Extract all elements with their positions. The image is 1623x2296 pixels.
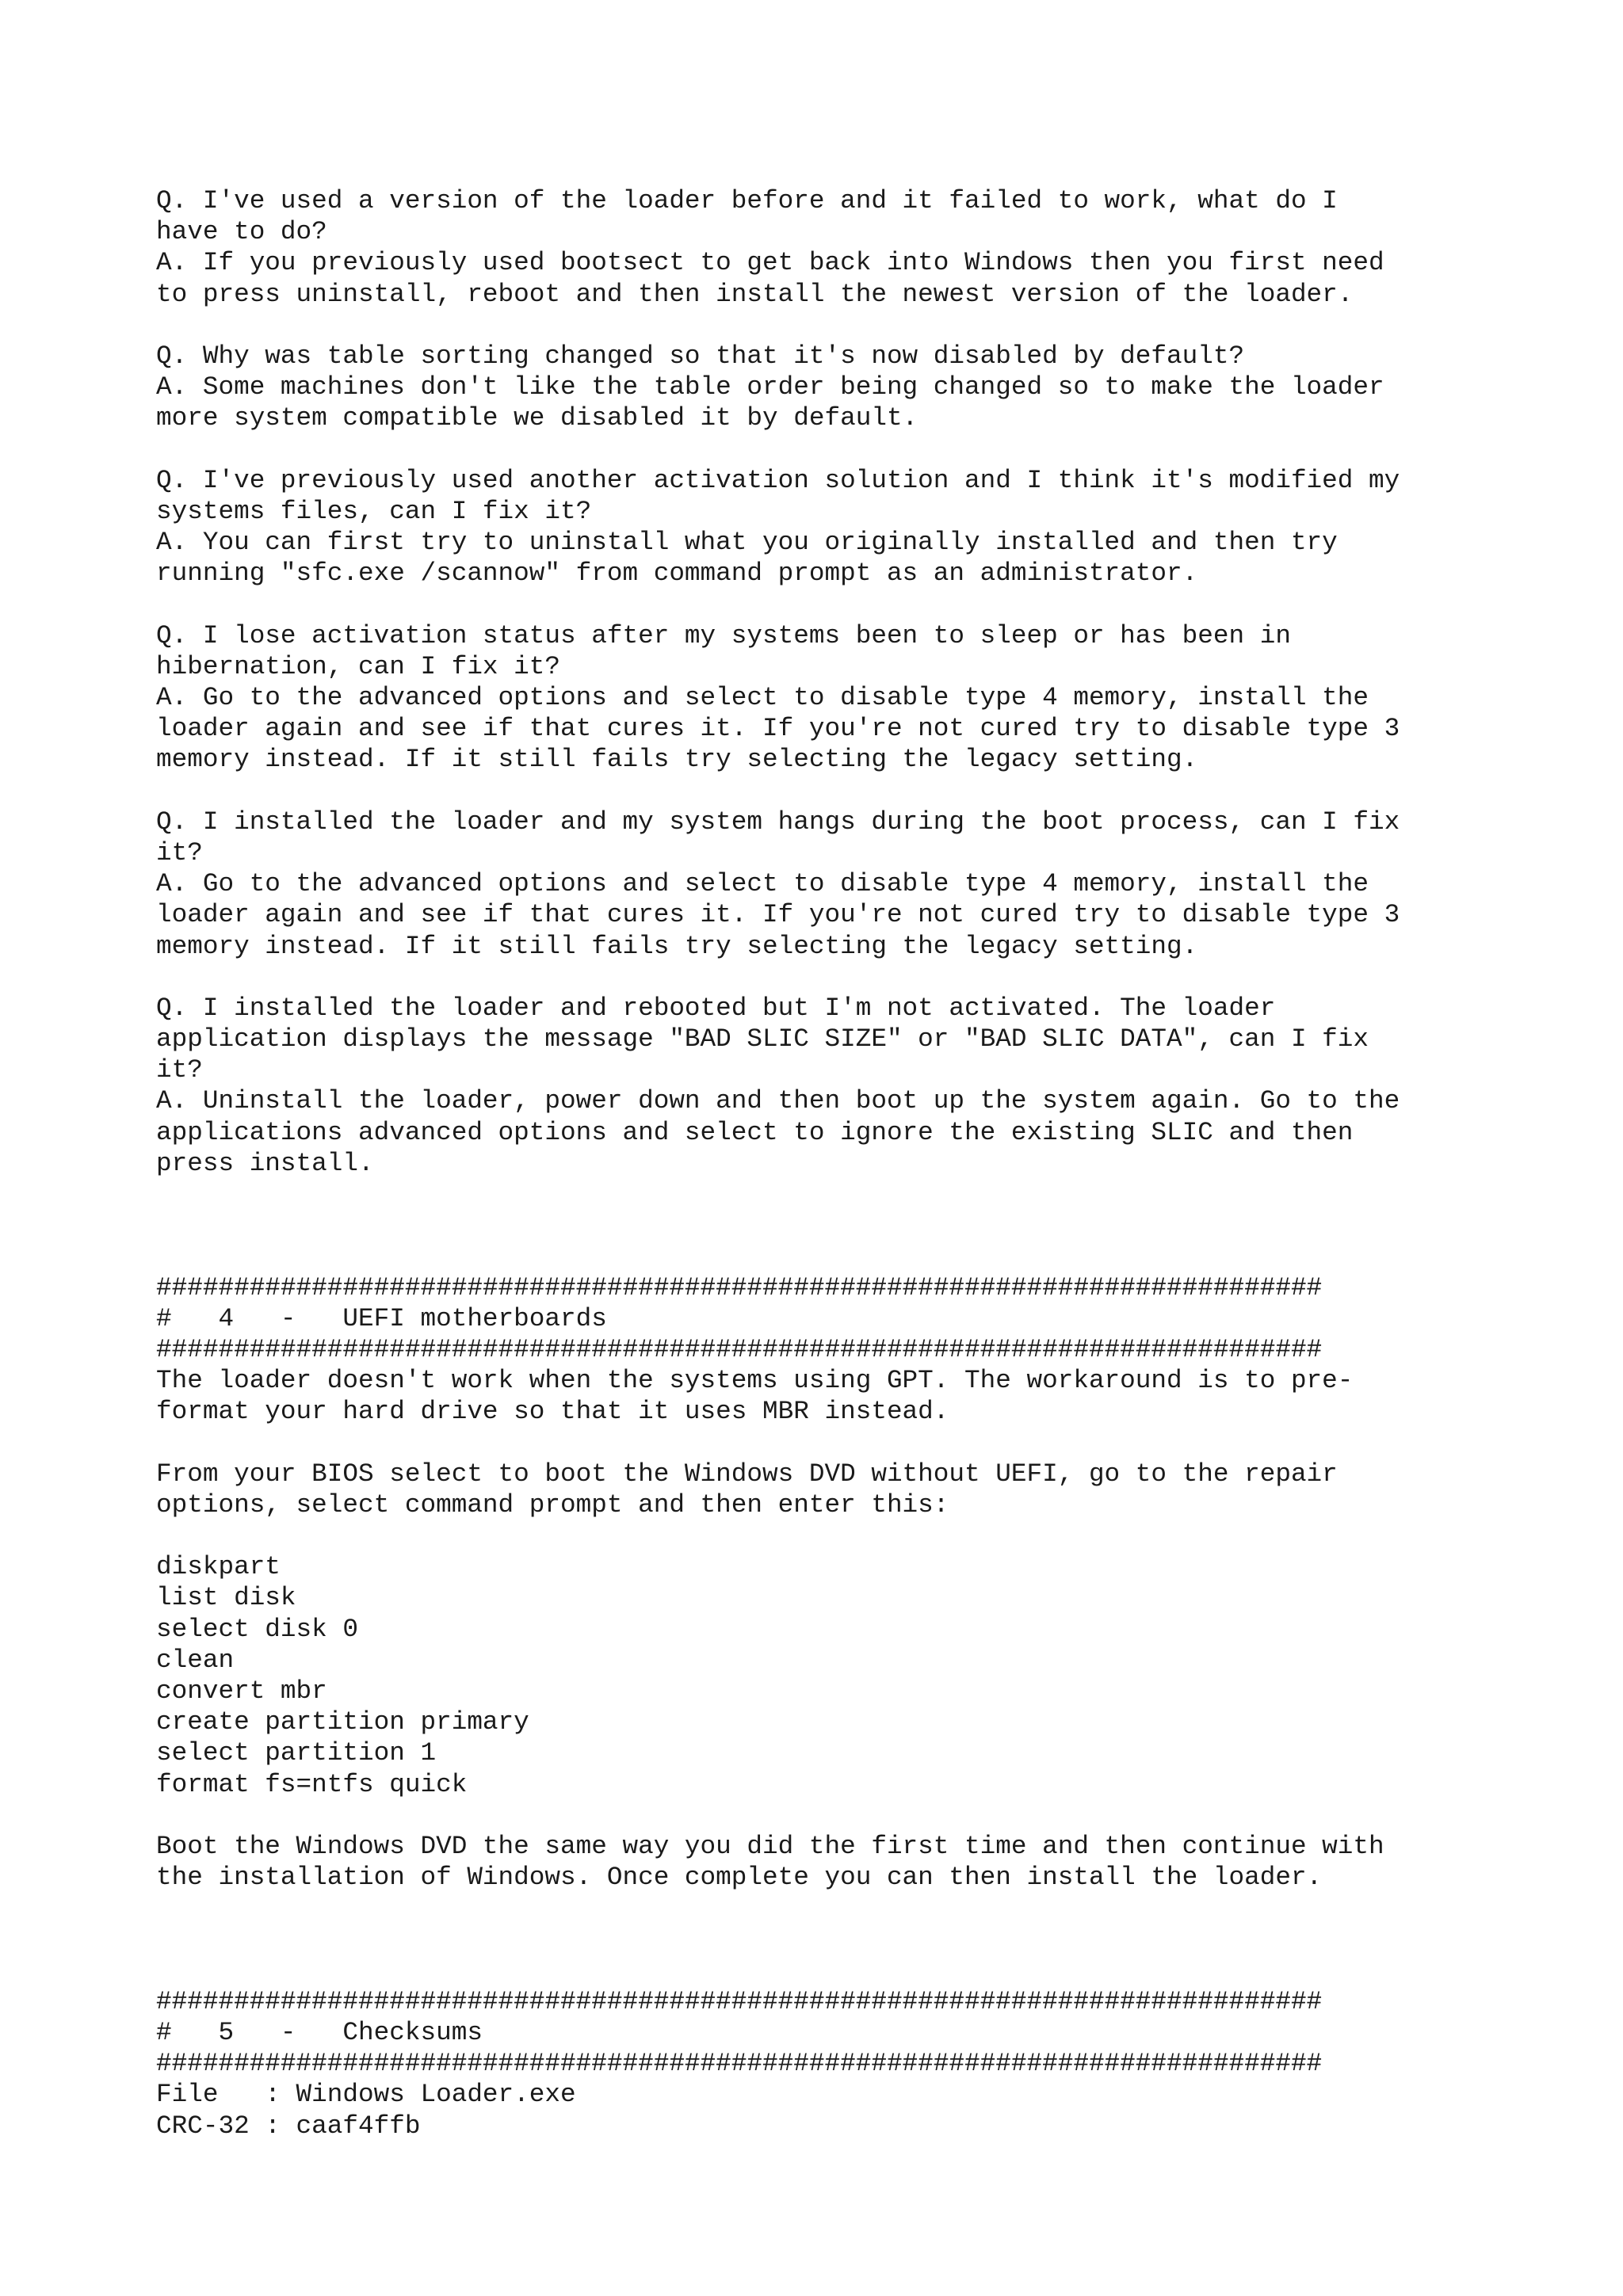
blank-line bbox=[156, 310, 1583, 341]
blank-line bbox=[156, 1955, 1583, 1986]
text-line: format fs=ntfs quick bbox=[156, 1769, 468, 1799]
text-line: to press uninstall, reboot and then install the newest version of the loader. bbox=[156, 279, 1354, 309]
text-line: ########################################################################### bbox=[156, 1334, 1323, 1364]
text-line: loader again and see if that cures it. If you're not cured try to disable type 3 bbox=[156, 900, 1400, 930]
text-line: press install. bbox=[156, 1148, 374, 1178]
text-line: clean bbox=[156, 1645, 235, 1675]
text-line: it? bbox=[156, 1055, 203, 1085]
text-line: loader again and see if that cures it. If you're not cured try to disable type 3 bbox=[156, 714, 1400, 744]
text-line: application displays the message "BAD SLIC SIZE" or "BAD SLIC DATA", can I fix bbox=[156, 1024, 1369, 1055]
text-line: memory instead. If it still fails try selecting the legacy setting. bbox=[156, 931, 1198, 961]
text-line: systems files, can I fix it? bbox=[156, 496, 592, 526]
text-line: Q. I lose activation status after my systems been to sleep or has been in bbox=[156, 620, 1291, 650]
text-line: more system compatible we disabled it by default. bbox=[156, 403, 918, 433]
blank-line bbox=[156, 589, 1583, 620]
text-line: A. Go to the advanced options and select to disable type 4 memory, install the bbox=[156, 683, 1369, 712]
text-line: the installation of Windows. Once complete you can then install the loader. bbox=[156, 1863, 1323, 1893]
text-line: ########################################################################### bbox=[156, 2049, 1323, 2079]
text-line: Q. I've previously used another activation solution and I think it's modified my bbox=[156, 465, 1400, 495]
text-line: it? bbox=[156, 837, 203, 868]
blank-line bbox=[156, 1924, 1583, 1955]
text-line: running "sfc.exe /scannow" from command prompt as an administrator. bbox=[156, 559, 1198, 589]
text-line: applications advanced options and select to ignore the existing SLIC and then bbox=[156, 1117, 1354, 1147]
blank-line bbox=[156, 1210, 1583, 1241]
blank-line bbox=[156, 776, 1583, 807]
text-line: A. Go to the advanced options and select to disable type 4 memory, install the bbox=[156, 869, 1369, 899]
text-line: have to do? bbox=[156, 217, 327, 247]
text-line: Q. I installed the loader and my system hangs during the boot process, can I fix bbox=[156, 807, 1400, 837]
blank-line bbox=[156, 1428, 1583, 1459]
text-line: # 5 - Checksums bbox=[156, 2018, 483, 2048]
text-line: list disk bbox=[156, 1583, 296, 1613]
text-line: File : Windows Loader.exe bbox=[156, 2080, 576, 2110]
blank-line bbox=[156, 1179, 1583, 1210]
text-line: # 4 - UEFI motherboards bbox=[156, 1303, 607, 1333]
text-line: Boot the Windows DVD the same way you did the first time and then continue with bbox=[156, 1831, 1384, 1861]
text-line: format your hard drive so that it uses MBR instead. bbox=[156, 1397, 949, 1427]
blank-line bbox=[156, 434, 1583, 465]
text-line: Q. I installed the loader and rebooted but I'm not activated. The loader bbox=[156, 993, 1276, 1023]
blank-line bbox=[156, 1241, 1583, 1272]
text-line: select partition 1 bbox=[156, 1738, 437, 1768]
text-line: ########################################################################### bbox=[156, 1986, 1323, 2016]
text-line: A. Some machines don't like the table order being changed so to make the loader bbox=[156, 372, 1384, 402]
blank-line bbox=[156, 1520, 1583, 1551]
text-line: convert mbr bbox=[156, 1676, 327, 1706]
text-line: hibernation, can I fix it? bbox=[156, 651, 561, 681]
blank-line bbox=[156, 962, 1583, 993]
blank-line bbox=[156, 1893, 1583, 1924]
text-line: memory instead. If it still fails try selecting the legacy setting. bbox=[156, 745, 1198, 775]
text-line: create partition primary bbox=[156, 1707, 529, 1737]
text-line: Q. Why was table sorting changed so that it's now disabled by default? bbox=[156, 341, 1245, 371]
blank-line bbox=[156, 1800, 1583, 1831]
text-line: ########################################################################### bbox=[156, 1272, 1323, 1302]
text-line: Q. I've used a version of the loader before and it failed to work, what do I bbox=[156, 186, 1338, 215]
text-line: From your BIOS select to boot the Windows DVD without UEFI, go to the repair bbox=[156, 1459, 1338, 1489]
text-line: CRC-32 : caaf4ffb bbox=[156, 2111, 421, 2141]
text-line: options, select command prompt and then enter this: bbox=[156, 1489, 949, 1520]
text-line: A. You can first try to uninstall what you originally installed and then try bbox=[156, 528, 1338, 558]
document-text bbox=[156, 185, 1583, 2142]
text-line: The loader doesn't work when the systems using GPT. The workaround is to pre- bbox=[156, 1366, 1354, 1396]
text-line: select disk 0 bbox=[156, 1614, 359, 1644]
text-line: A. If you previously used bootsect to get back into Windows then you first need bbox=[156, 248, 1384, 278]
text-line: A. Uninstall the loader, power down and then boot up the system again. Go to the bbox=[156, 1086, 1400, 1116]
text-line: diskpart bbox=[156, 1552, 281, 1582]
